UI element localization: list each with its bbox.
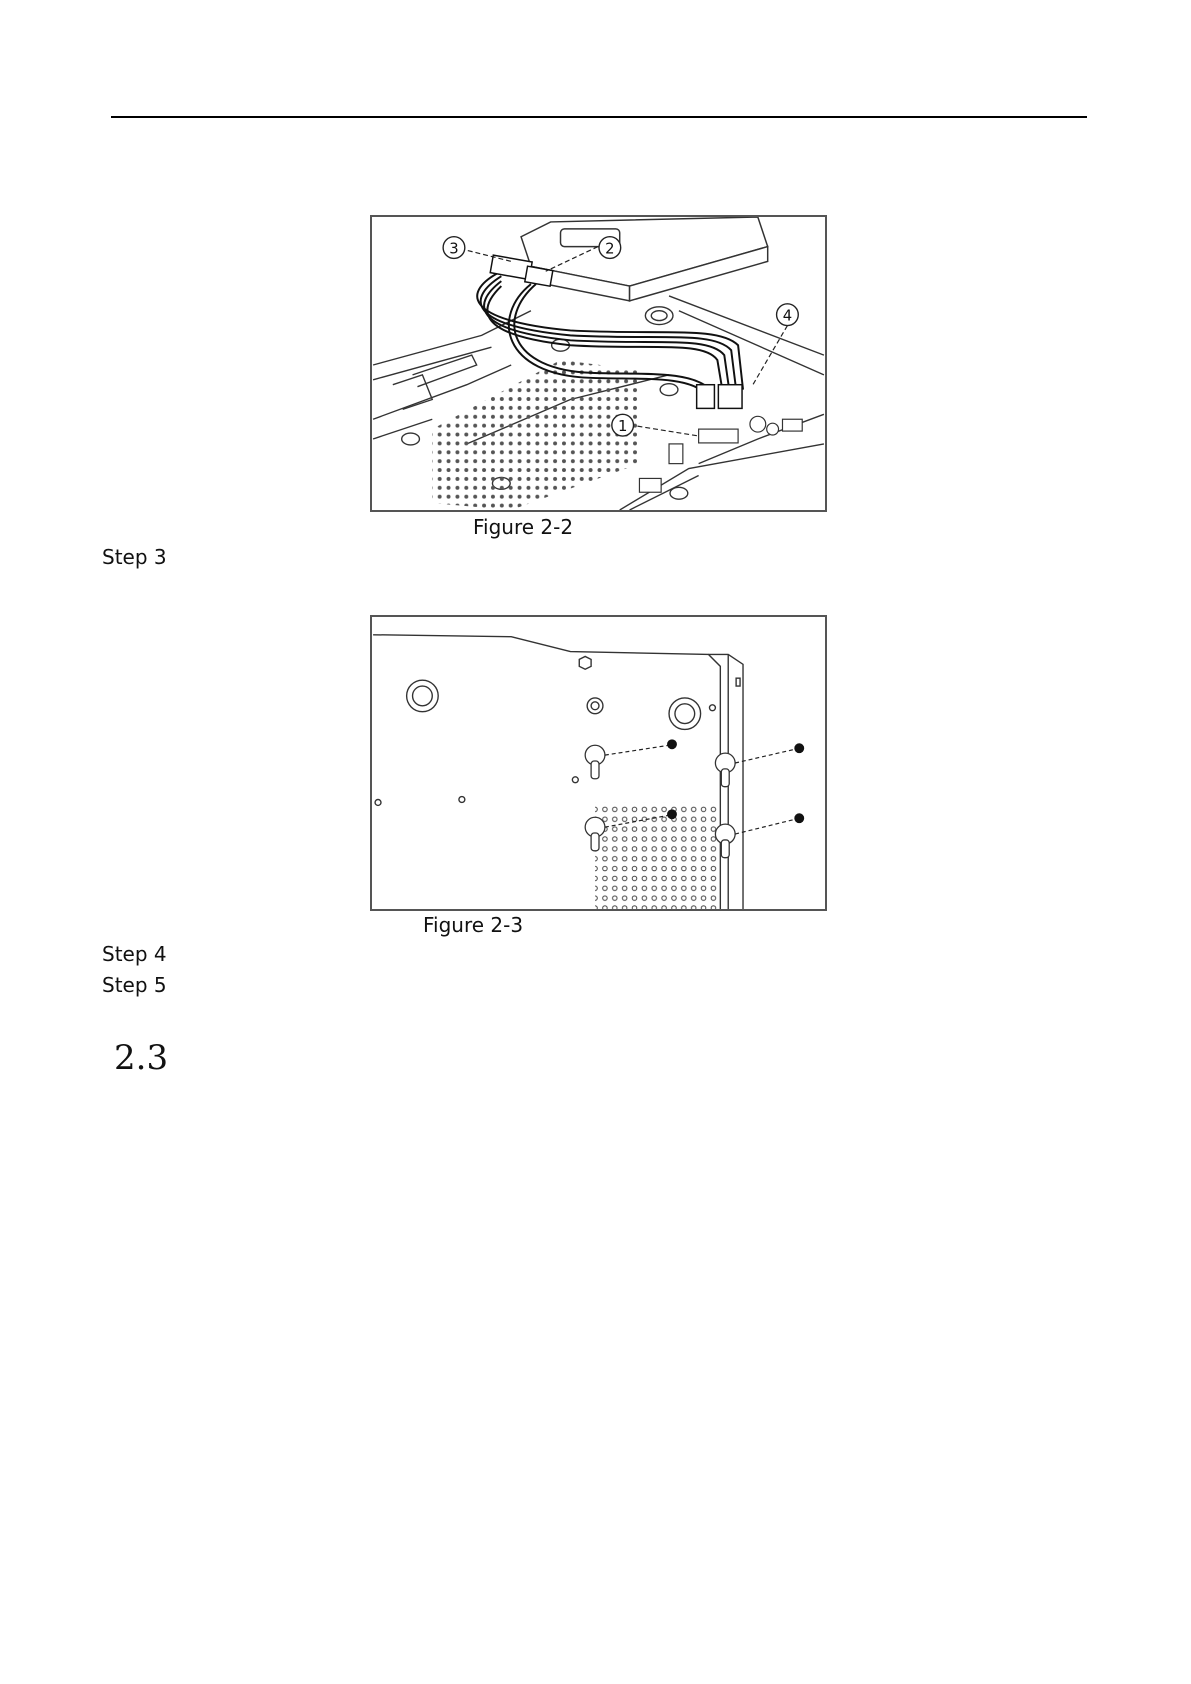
step-4-label: Step 4 [102,942,167,966]
header-rule [111,116,1087,118]
figure-2-2-image [370,215,827,512]
section-number: 2.3 [114,1038,169,1078]
callout-label-4: 4 [782,307,793,325]
hard-disk-drawing [521,217,768,301]
figure-2-3-caption: Figure 2-3 [423,913,524,937]
callout-label-3: 3 [449,240,459,258]
callout-label-1: 1 [617,418,628,436]
step-5-label: Step 5 [102,973,167,997]
step-3-label: Step 3 [102,545,167,569]
vent-holes [595,802,718,909]
figure-2-3-image [370,615,827,911]
vent-holes [432,360,639,510]
figure-2-2-caption: Figure 2-2 [473,515,574,539]
callout-label-2: 2 [605,240,615,258]
